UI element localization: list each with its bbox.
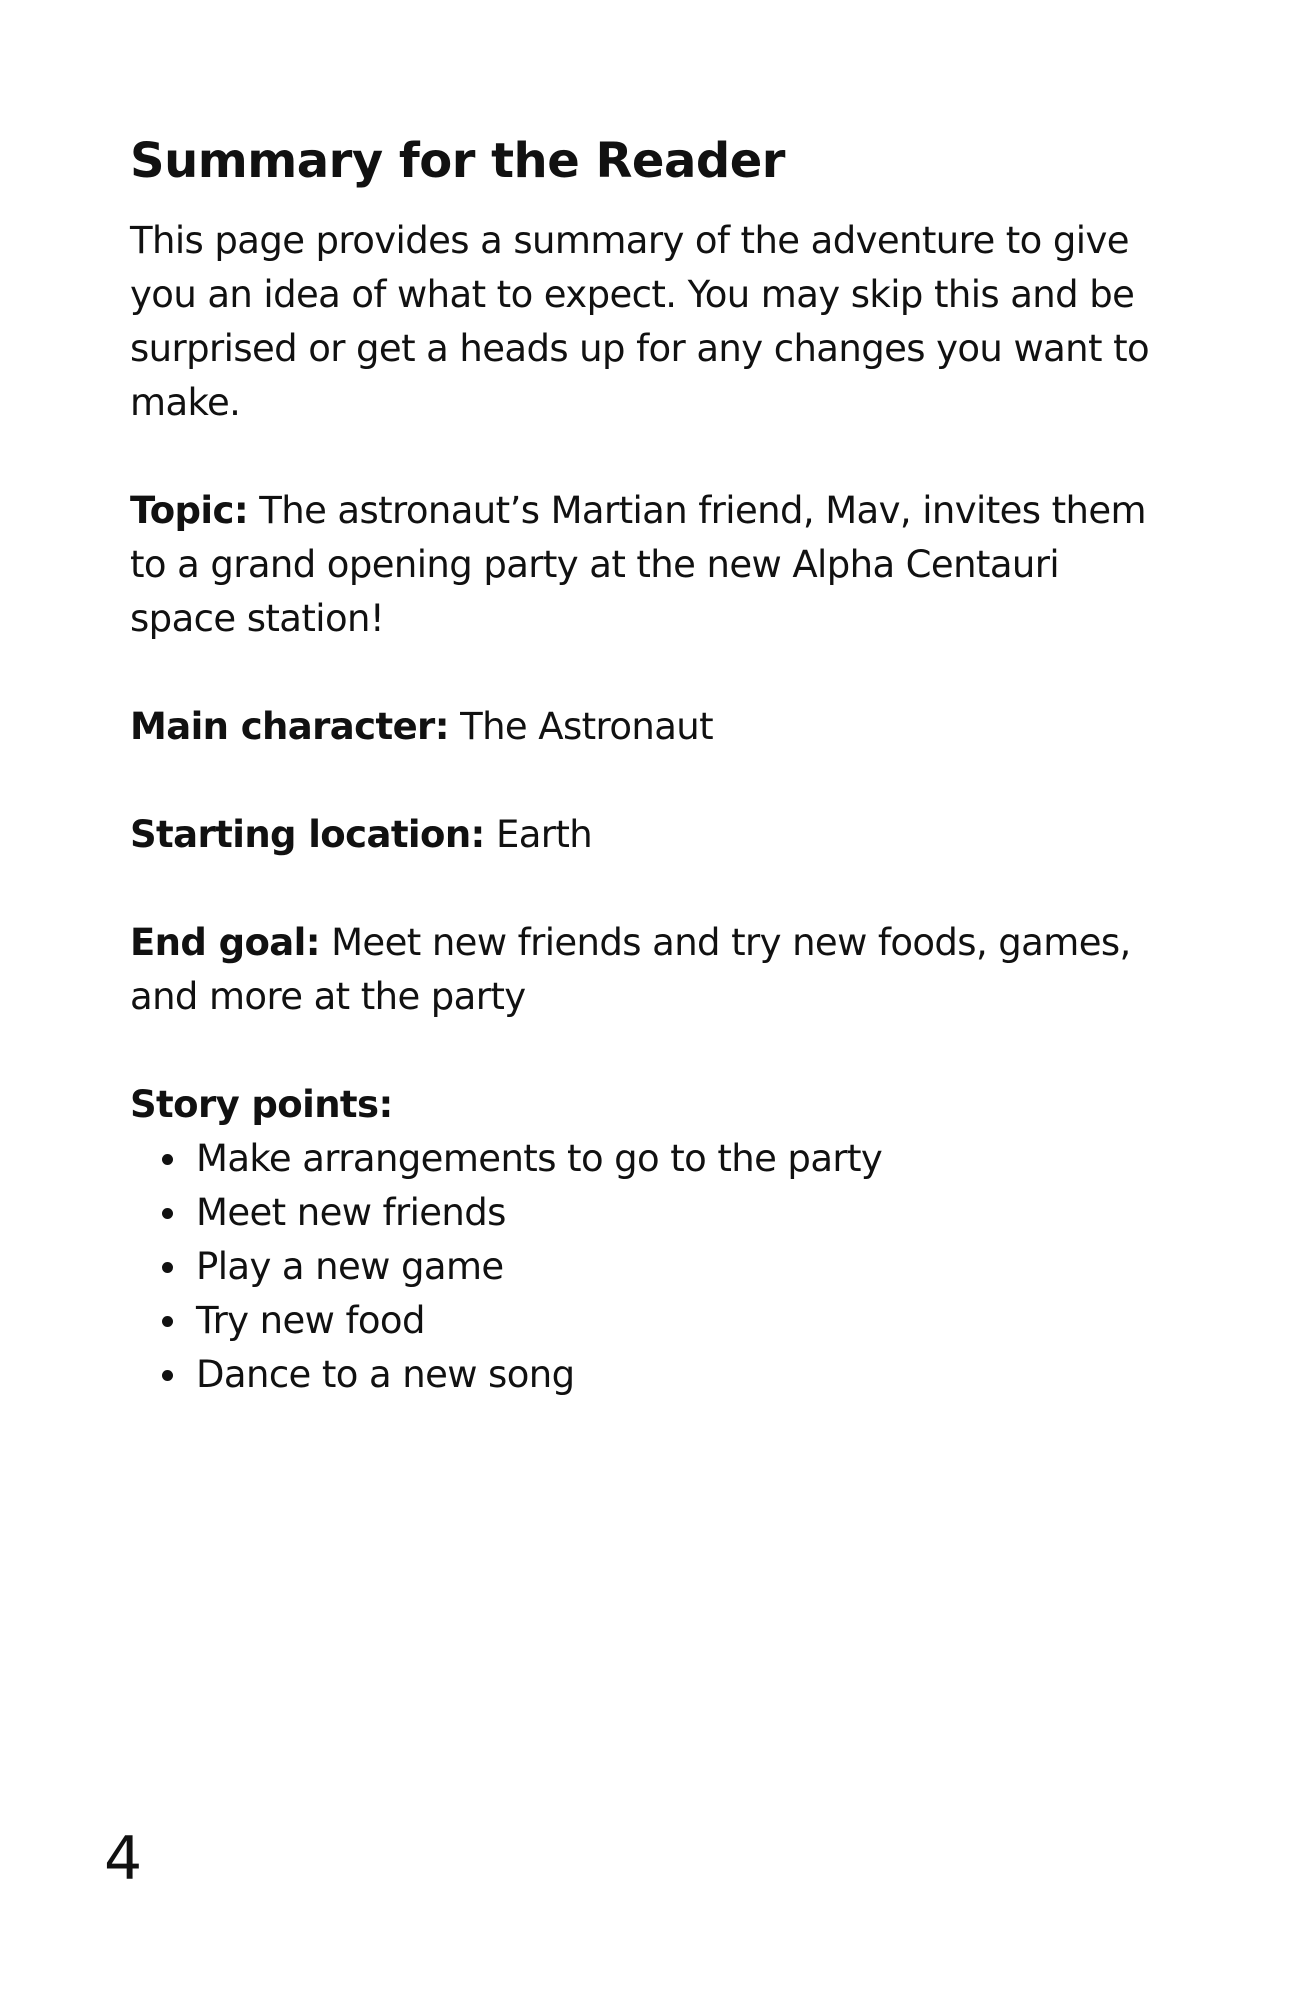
bullet-icon bbox=[162, 1316, 173, 1327]
page-title: Summary for the Reader bbox=[130, 133, 785, 189]
spacer bbox=[130, 430, 1160, 484]
bullet-icon bbox=[162, 1208, 173, 1219]
list-item bbox=[130, 1240, 1160, 1294]
summary-page bbox=[130, 128, 1160, 1402]
list-item bbox=[130, 1294, 1160, 1348]
story-points-list bbox=[130, 1132, 1160, 1402]
end-goal-section bbox=[130, 916, 1160, 1024]
list-item bbox=[130, 1132, 1160, 1186]
story-point-text: Dance to a new song bbox=[196, 1353, 575, 1396]
main-character-section bbox=[130, 700, 1160, 754]
end-goal-value: Meet new friends and try new foods, games, and more at the party bbox=[130, 921, 1131, 1018]
end-goal-label: End goal: bbox=[130, 921, 320, 964]
bullet-icon bbox=[162, 1154, 173, 1165]
spacer bbox=[130, 754, 1160, 808]
story-point-text: Try new food bbox=[196, 1299, 425, 1342]
story-point-text: Make arrangements to go to the party bbox=[196, 1137, 883, 1180]
story-points-section bbox=[130, 1078, 1160, 1132]
starting-location-section bbox=[130, 808, 1160, 862]
topic-label: Topic: bbox=[130, 489, 249, 532]
spacer bbox=[130, 1024, 1160, 1078]
list-item bbox=[130, 1348, 1160, 1402]
story-points-label: Story points: bbox=[130, 1083, 393, 1126]
spacer bbox=[130, 646, 1160, 700]
main-character-value: The Astronaut bbox=[460, 705, 714, 748]
page-number: 4 bbox=[104, 1824, 143, 1894]
starting-location-value: Earth bbox=[495, 813, 593, 856]
story-point-text: Play a new game bbox=[196, 1245, 504, 1288]
bullet-icon bbox=[162, 1262, 173, 1273]
topic-section bbox=[130, 484, 1160, 646]
bullet-icon bbox=[162, 1370, 173, 1381]
story-point-text: Meet new friends bbox=[196, 1191, 506, 1234]
list-item bbox=[130, 1186, 1160, 1240]
spacer bbox=[130, 862, 1160, 916]
topic-value: The astronaut’s Martian friend, Mav, invites them to a grand opening party at the new Alpha Centauri space station! bbox=[130, 489, 1146, 640]
main-character-label: Main character: bbox=[130, 705, 449, 748]
intro-paragraph: This page provides a summary of the adventure to give you an idea of what to expect. You may skip this and be surprised or get a heads up for any changes you want to make. bbox=[130, 219, 1150, 424]
starting-location-label: Starting location: bbox=[130, 813, 485, 856]
